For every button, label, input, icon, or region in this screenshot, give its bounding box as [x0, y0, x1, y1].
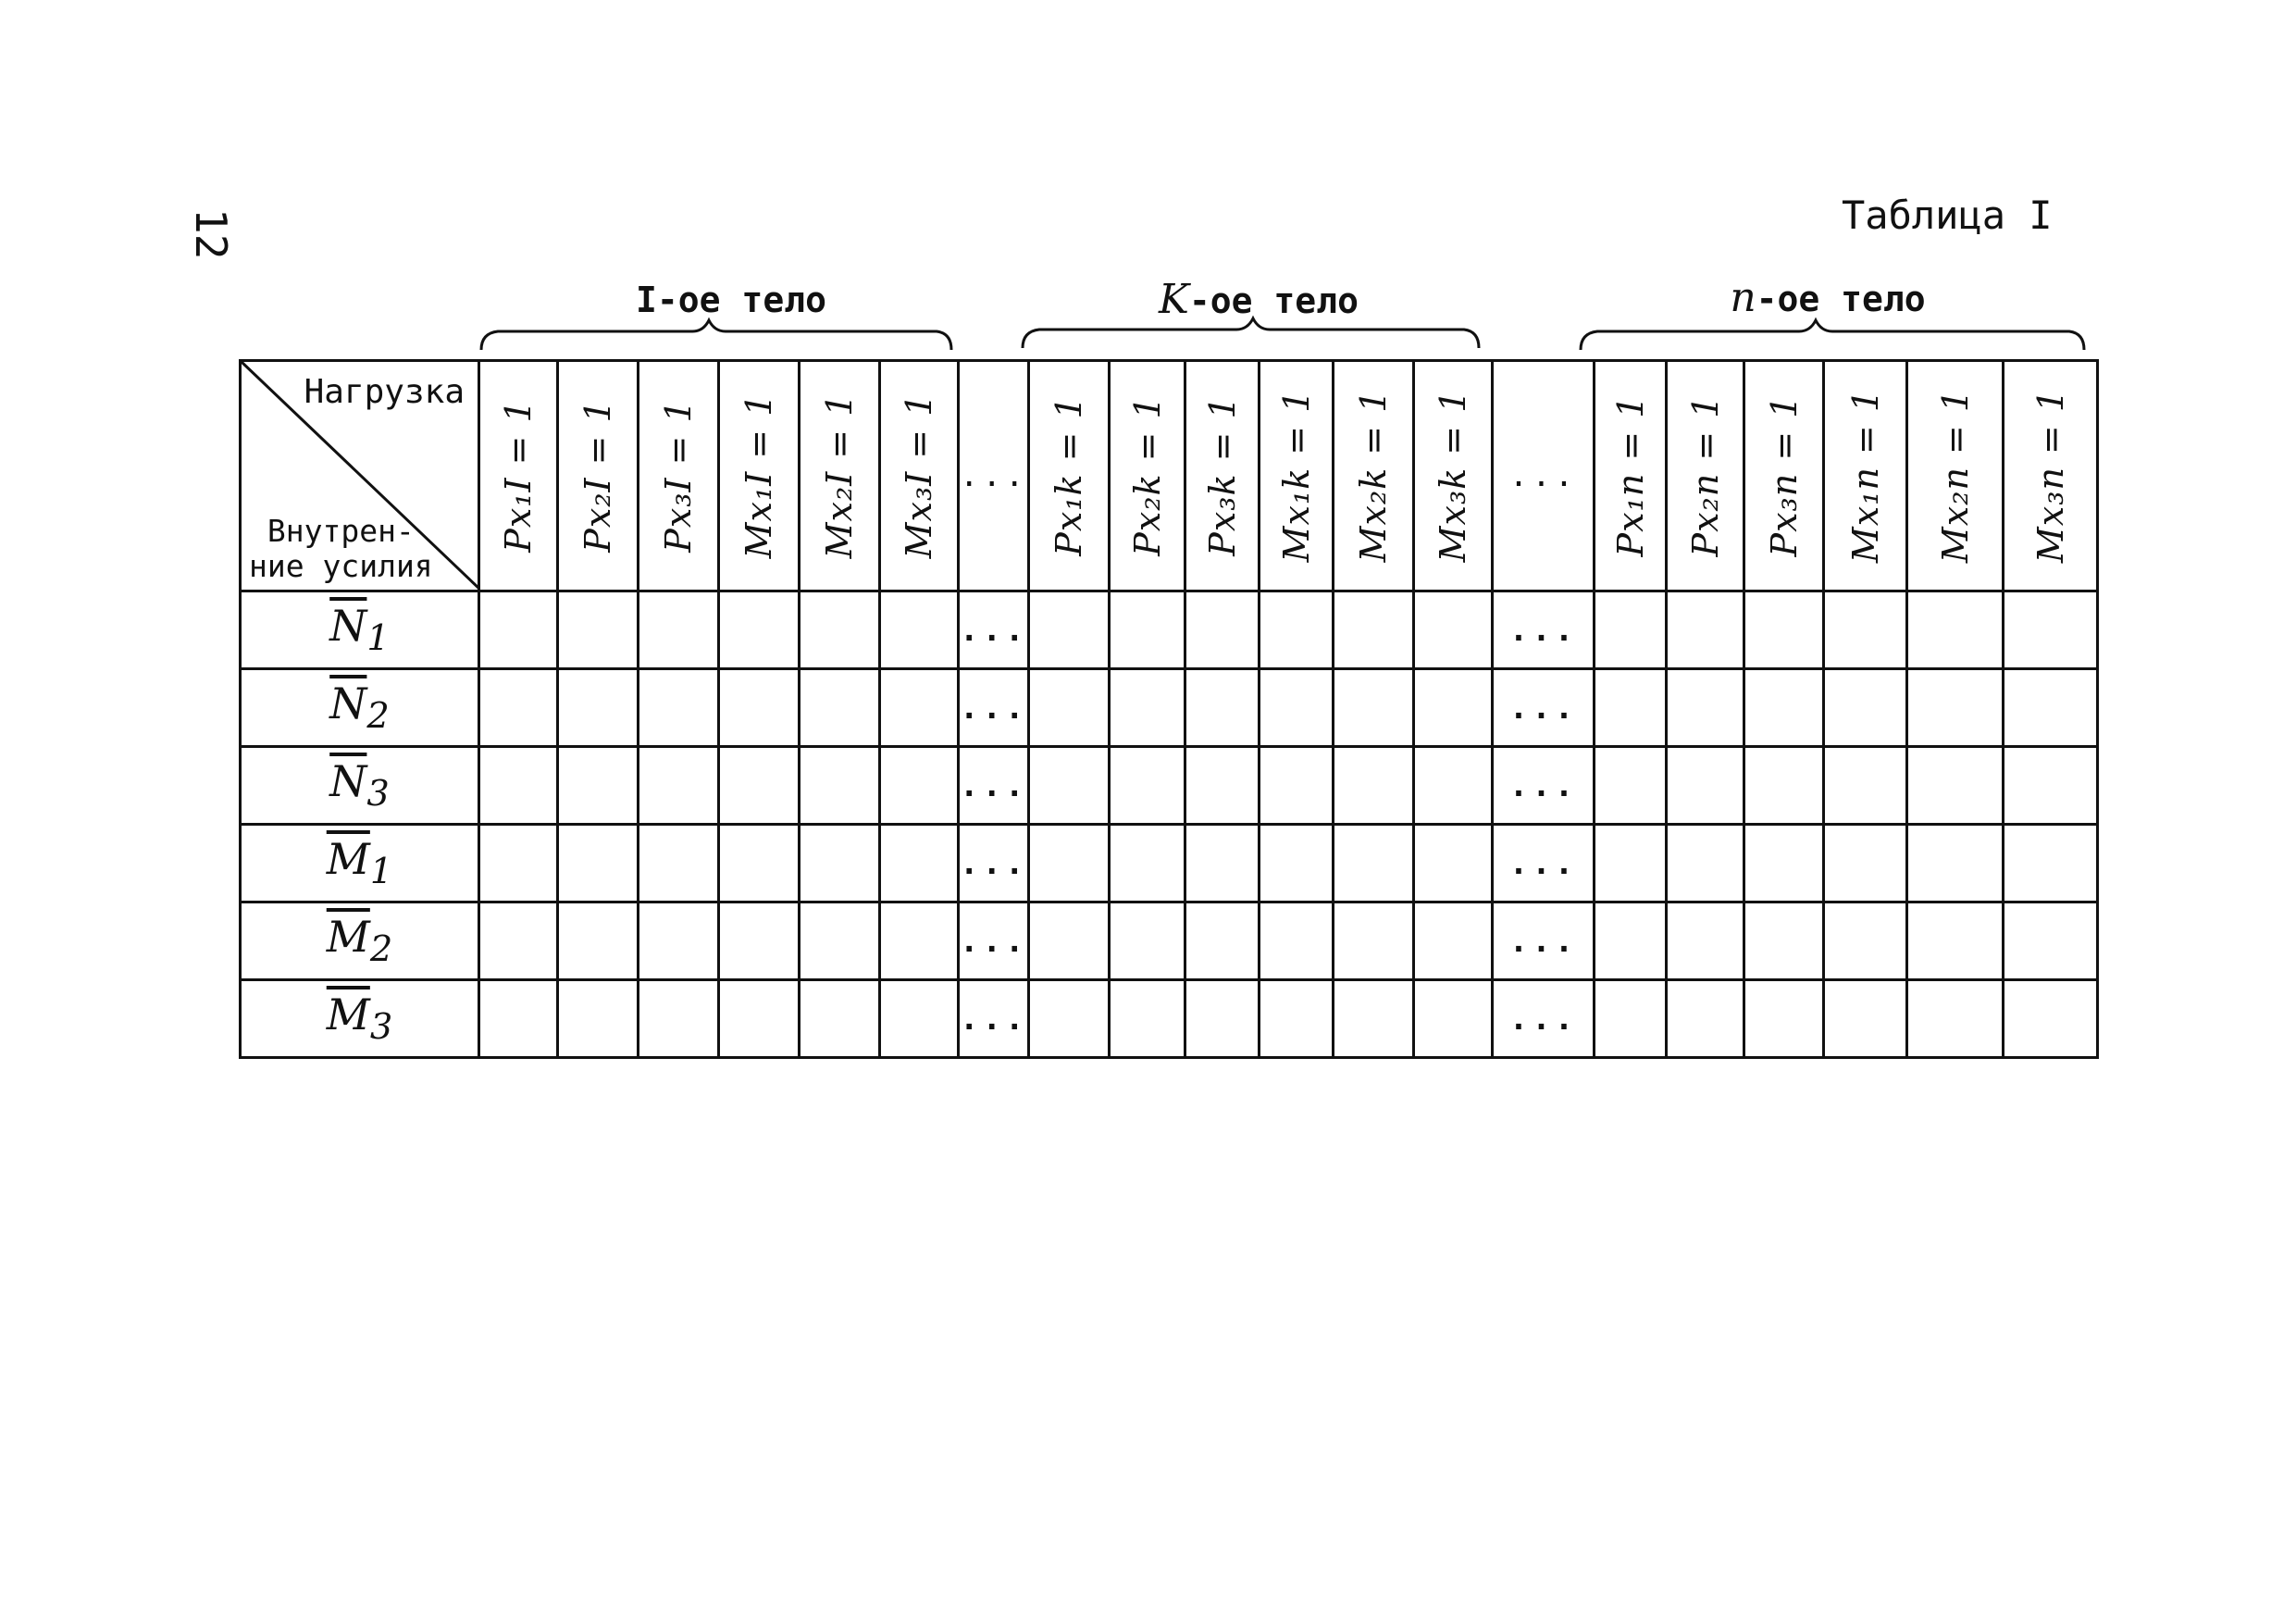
table-cell — [719, 825, 800, 902]
table-cell — [1334, 669, 1414, 747]
row-label — [241, 669, 479, 747]
table-cell — [639, 669, 719, 747]
col-header-4 — [719, 361, 800, 591]
col-header-text: Px₁k = 1 — [1049, 395, 1089, 556]
col-header-2 — [558, 361, 639, 591]
table-cell — [479, 825, 558, 902]
col-header-12 — [1334, 361, 1414, 591]
table-cell — [719, 902, 800, 980]
col-header-19 — [1907, 361, 2004, 591]
table-cell — [1824, 747, 1907, 825]
table-cell — [880, 980, 959, 1058]
dots-cell: ... — [959, 980, 1029, 1058]
col-header-text: Px₃k = 1 — [1201, 395, 1243, 556]
table-cell — [1744, 902, 1824, 980]
row-label-symbol: $\overline{M}$ — [326, 911, 370, 962]
col-header-text: Px₃I = 1 — [658, 399, 699, 553]
table-cell — [1110, 902, 1185, 980]
group-title-n-text: -ое тело — [1756, 279, 1926, 319]
corner-forces-line1: Внутрен- — [267, 513, 415, 549]
row-label-symbol: $\overline{N}$ — [329, 678, 367, 728]
table-cell — [479, 669, 558, 747]
table-row — [241, 747, 2098, 825]
table-row — [241, 591, 2098, 669]
table-cell — [1185, 591, 1260, 669]
brace-group-k — [1023, 318, 1479, 348]
col-header-text: Px₂I = 1 — [577, 399, 618, 553]
table-cell — [1185, 902, 1260, 980]
table-cell — [1110, 591, 1185, 669]
row-label-index: 2 — [369, 928, 393, 971]
table-cell — [1595, 902, 1667, 980]
row-label — [241, 747, 479, 825]
col-header-text: Px₂n = 1 — [1684, 394, 1726, 557]
dots-cell: ... — [959, 591, 1029, 669]
group-title-k-text: -ое тело — [1188, 280, 1359, 321]
table-cell — [1824, 902, 1907, 980]
table-cell — [1744, 669, 1824, 747]
table-cell — [1185, 669, 1260, 747]
col-header-10 — [1185, 361, 1260, 591]
table-cell — [1744, 747, 1824, 825]
table-cell — [1744, 825, 1824, 902]
row-label — [241, 980, 479, 1058]
table-cell — [1824, 669, 1907, 747]
col-header-11 — [1260, 361, 1334, 591]
table-title: Таблица I — [1842, 193, 2053, 238]
table-cell — [558, 591, 639, 669]
table-cell — [1334, 825, 1414, 902]
table-cell — [1744, 980, 1824, 1058]
dots-cell: ... — [959, 747, 1029, 825]
table-cell — [1744, 591, 1824, 669]
row-label-index: 2 — [366, 695, 390, 738]
table-cell — [1595, 825, 1667, 902]
page-number: 12 — [186, 208, 236, 260]
table-cell — [1414, 747, 1493, 825]
table-cell — [558, 669, 639, 747]
table-cell — [479, 902, 558, 980]
table-cell — [1110, 825, 1185, 902]
row-label-symbol: $\overline{N}$ — [329, 600, 367, 651]
col-header-text: Mx₁I = 1 — [738, 392, 779, 559]
table-cell — [1907, 591, 2004, 669]
table-cell — [1029, 902, 1110, 980]
row-label-symbol: $\overline{M}$ — [326, 989, 370, 1039]
table-cell — [1414, 980, 1493, 1058]
table-cell — [2004, 902, 2098, 980]
row-label-index: 3 — [369, 1006, 393, 1049]
col-header-text: Mx₃n = 1 — [2029, 388, 2071, 564]
table-cell — [1029, 591, 1110, 669]
col-header-text: Mx₁k = 1 — [1275, 389, 1317, 563]
table-cell — [558, 747, 639, 825]
table-cell — [1414, 825, 1493, 902]
col-header-text: Mx₂I = 1 — [819, 392, 860, 559]
table-cell — [1667, 980, 1744, 1058]
table-cell — [1185, 980, 1260, 1058]
col-header-3 — [639, 361, 719, 591]
col-header-text: Px₃n = 1 — [1763, 394, 1805, 557]
table-cell — [1110, 669, 1185, 747]
table-cell — [1334, 980, 1414, 1058]
table-cell — [639, 980, 719, 1058]
table-cell — [1414, 669, 1493, 747]
table-cell — [800, 825, 880, 902]
table-cell — [1334, 747, 1414, 825]
row-label — [241, 591, 479, 669]
table-cell — [1029, 825, 1110, 902]
table-row — [241, 825, 2098, 902]
table-row — [241, 902, 2098, 980]
table-cell — [1029, 747, 1110, 825]
table-row — [241, 980, 2098, 1058]
table-cell — [719, 591, 800, 669]
col-header-15 — [1595, 361, 1667, 591]
table-cell — [479, 747, 558, 825]
table-body — [241, 591, 2098, 1058]
table-cell — [1260, 902, 1334, 980]
table-cell — [1185, 825, 1260, 902]
row-label-index: 1 — [366, 617, 390, 660]
table-cell — [1907, 669, 2004, 747]
table-cell — [639, 902, 719, 980]
table-cell — [1260, 825, 1334, 902]
col-header-13 — [1414, 361, 1493, 591]
dots-cell: ... — [959, 902, 1029, 980]
table-cell — [1667, 902, 1744, 980]
table-cell — [719, 980, 800, 1058]
table-cell — [639, 591, 719, 669]
table-cell — [880, 669, 959, 747]
table-cell — [1595, 591, 1667, 669]
table-cell — [2004, 669, 2098, 747]
table-cell — [1185, 747, 1260, 825]
corner-forces-label — [249, 514, 433, 584]
table-cell — [1907, 747, 2004, 825]
brace-group-n — [1581, 320, 2084, 350]
table-cell — [1595, 669, 1667, 747]
table-cell — [1414, 591, 1493, 669]
table-cell — [2004, 980, 2098, 1058]
table-cell — [1595, 747, 1667, 825]
table-cell — [479, 980, 558, 1058]
col-header-1 — [479, 361, 558, 591]
table-cell — [880, 825, 959, 902]
table-cell — [1595, 980, 1667, 1058]
table-cell — [880, 591, 959, 669]
table-cell — [719, 747, 800, 825]
table-cell — [1907, 980, 2004, 1058]
col-header-17 — [1744, 361, 1824, 591]
dots-cell: ... — [1493, 902, 1595, 980]
corner-load-label: Нагрузка — [304, 373, 465, 411]
col-header-5 — [800, 361, 880, 591]
table-cell — [719, 669, 800, 747]
table-cell — [1029, 980, 1110, 1058]
table-cell — [1110, 747, 1185, 825]
table-row — [241, 669, 2098, 747]
table-cell — [639, 747, 719, 825]
load-table — [239, 359, 2099, 1059]
dots-cell: ... — [1493, 669, 1595, 747]
col-header-18 — [1824, 361, 1907, 591]
row-label — [241, 825, 479, 902]
table-cell — [800, 669, 880, 747]
col-header-dots: ... — [959, 361, 1029, 591]
dots-cell: ... — [1493, 591, 1595, 669]
group-title-n-symbol: n — [1730, 274, 1756, 321]
col-header-20 — [2004, 361, 2098, 591]
row-label-symbol: $\overline{M}$ — [326, 833, 370, 884]
col-header-text: Mx₂k = 1 — [1353, 389, 1394, 563]
table-cell — [1414, 902, 1493, 980]
table-cell — [1260, 591, 1334, 669]
table-cell — [558, 902, 639, 980]
table-cell — [1824, 980, 1907, 1058]
table-cell — [1260, 669, 1334, 747]
dots-cell: ... — [1493, 825, 1595, 902]
table-cell — [800, 747, 880, 825]
table-cell — [1334, 591, 1414, 669]
table-cell — [800, 902, 880, 980]
table-cell — [558, 980, 639, 1058]
col-header-text: Mx₂n = 1 — [1934, 388, 1976, 564]
col-header-8 — [1029, 361, 1110, 591]
row-label-index: 3 — [366, 773, 390, 815]
group-title-k-symbol: K — [1159, 276, 1189, 323]
row-label-symbol: $\overline{N}$ — [329, 755, 367, 806]
table-cell — [1110, 980, 1185, 1058]
table-cell — [1667, 591, 1744, 669]
table-cell — [1824, 825, 1907, 902]
col-header-16 — [1667, 361, 1744, 591]
table-cell — [479, 591, 558, 669]
col-header-text: Mx₁n = 1 — [1844, 388, 1886, 564]
table-cell — [2004, 747, 2098, 825]
table-cell — [2004, 591, 2098, 669]
table-cell — [558, 825, 639, 902]
corner-cell — [241, 361, 479, 591]
table-cell — [800, 591, 880, 669]
dots-cell: ... — [1493, 747, 1595, 825]
col-header-6 — [880, 361, 959, 591]
table-cell — [1029, 669, 1110, 747]
col-header-9 — [1110, 361, 1185, 591]
row-label — [241, 902, 479, 980]
col-header-text: Px₂k = 1 — [1126, 395, 1168, 556]
table-cell — [1667, 669, 1744, 747]
dots-cell: ... — [1493, 980, 1595, 1058]
col-header-text: Px₁I = 1 — [498, 399, 539, 553]
table-cell — [1667, 825, 1744, 902]
header-row — [241, 361, 2098, 591]
table-cell — [1667, 747, 1744, 825]
col-header-text: Mx₃k = 1 — [1433, 389, 1473, 563]
dots-cell: ... — [959, 669, 1029, 747]
table-cell — [1334, 902, 1414, 980]
table-cell — [880, 902, 959, 980]
col-header-dots: ... — [1493, 361, 1595, 591]
table-cell — [2004, 825, 2098, 902]
table-cell — [1907, 825, 2004, 902]
table-cell — [1260, 747, 1334, 825]
table-cell — [639, 825, 719, 902]
corner-forces-line2: ние усилия — [249, 548, 433, 584]
group-title-1-text: I-ое тело — [636, 280, 826, 320]
col-header-text: Mx₃I = 1 — [899, 392, 939, 559]
brace-group-1 — [481, 320, 951, 350]
table-cell — [880, 747, 959, 825]
dots-cell: ... — [959, 825, 1029, 902]
table-cell — [1907, 902, 2004, 980]
col-header-text: Px₁n = 1 — [1609, 394, 1651, 557]
table-cell — [1824, 591, 1907, 669]
table-cell — [1260, 980, 1334, 1058]
row-label-index: 1 — [369, 851, 393, 893]
table-cell — [800, 980, 880, 1058]
